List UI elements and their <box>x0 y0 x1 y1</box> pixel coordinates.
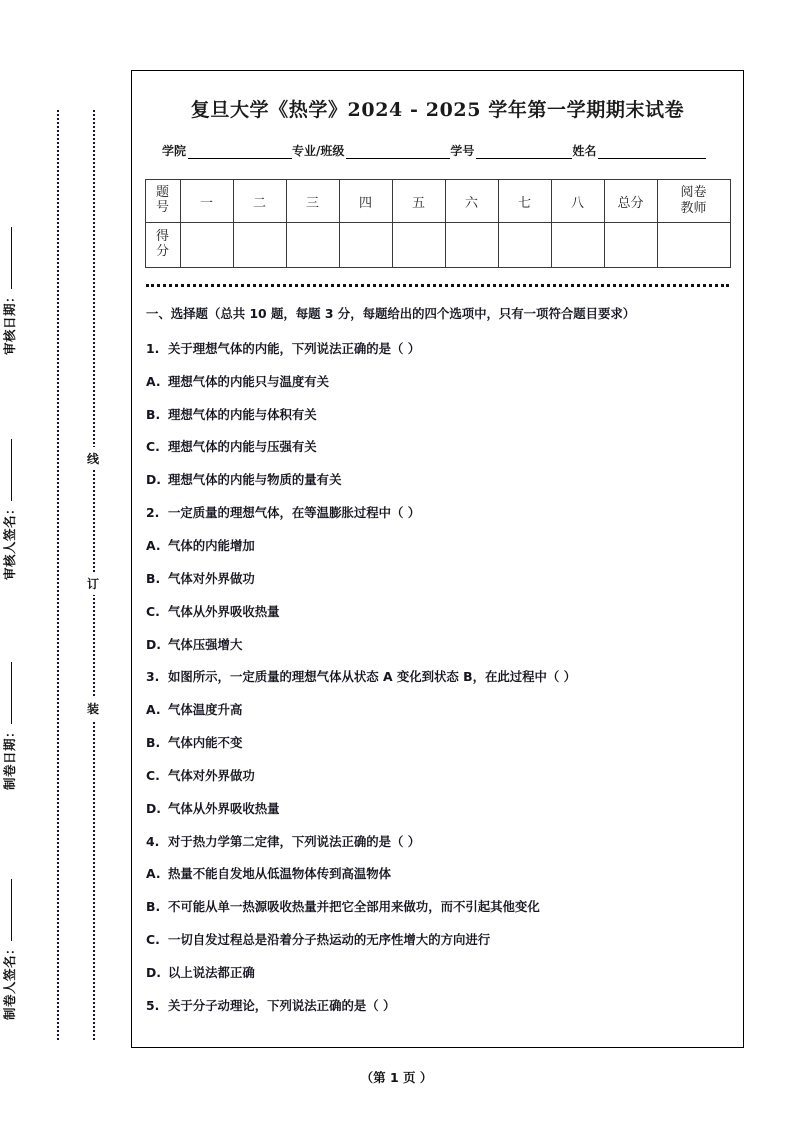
question-2-option-b-marker: B. <box>146 570 161 586</box>
question-4-number: 4. <box>146 833 160 849</box>
field-college-input[interactable] <box>188 145 292 159</box>
section-heading: 一、选择题（总共 10 题，每题 3 分，每题给出的四个选项中，只有一项符合题目要求） <box>146 306 636 321</box>
score-cell-7[interactable] <box>498 223 551 268</box>
question-3-option-b-marker: B. <box>146 735 161 751</box>
score-table-col-3: 三 <box>286 180 339 223</box>
question-4-option-a-text: 热量不能自发地从低温物体传到高温物体 <box>168 866 392 882</box>
score-table-stub-question <box>145 180 180 223</box>
question-1-option-c-text: 理想气体的内能与压强有关 <box>168 439 317 455</box>
question-2-option-a-text: 气体的内能增加 <box>168 538 255 553</box>
question-4-option-a[interactable] <box>146 864 731 884</box>
question-5-number: 5. <box>146 997 160 1013</box>
question-2-option-c-marker: C. <box>146 603 160 619</box>
field-major-class[interactable] <box>292 142 450 159</box>
score-table-col-grader <box>657 180 730 223</box>
stub-question-char-1: 题 <box>155 185 169 201</box>
question-4-option-a-marker: A. <box>146 866 161 882</box>
question-2-option-d-marker: D. <box>146 636 161 652</box>
question-3-option-c[interactable] <box>146 766 731 786</box>
field-student-name[interactable] <box>572 142 706 159</box>
field-major-class-label: 专业/班级 <box>292 144 345 158</box>
question-1-option-d[interactable] <box>146 470 731 490</box>
question-3-option-d[interactable] <box>146 799 731 819</box>
question-1 <box>146 339 731 359</box>
question-2-option-b-text: 气体对外界做功 <box>168 570 255 586</box>
question-2-option-c[interactable] <box>146 602 731 622</box>
score-table-col-2: 二 <box>233 180 286 223</box>
seam-char-ding: 订 <box>84 572 102 595</box>
margin-label-reviewer-signature <box>0 380 18 580</box>
stub-question-char-2: 号 <box>155 200 169 215</box>
question-4-option-b[interactable] <box>146 897 731 917</box>
score-table-col-6: 六 <box>445 180 498 223</box>
question-4-option-b-text: 不可能从单一热源吸收热量并把它全部用来做功，而不引起其他变化 <box>168 899 540 915</box>
question-1-option-c[interactable] <box>146 437 731 457</box>
grader-char-1: 阅卷 <box>680 185 707 201</box>
question-3-option-b-text: 气体内能不变 <box>168 735 243 751</box>
question-3-option-a[interactable] <box>146 700 731 720</box>
question-4-option-d[interactable] <box>146 963 731 983</box>
table-row-scores <box>145 223 730 268</box>
field-college-label: 学院 <box>162 144 187 158</box>
question-5 <box>146 996 731 1016</box>
margin-label-printer-signature-text: 制卷人签名： <box>2 941 17 1020</box>
question-1-option-d-text: 理想气体的内能与物质的量有关 <box>168 472 342 488</box>
question-2-option-d-text: 气体压强增大 <box>168 636 243 652</box>
score-cell-total[interactable] <box>604 223 657 268</box>
question-4-option-b-marker: B. <box>146 899 161 915</box>
margin-label-print-date-text: 制卷日期： <box>2 724 17 790</box>
score-cell-4[interactable] <box>339 223 392 268</box>
score-cell-3[interactable] <box>286 223 339 268</box>
field-major-class-input[interactable] <box>346 145 450 159</box>
stub-score-char-2: 分 <box>155 244 169 259</box>
page-title: 复旦大学《热学》2024 - 2025 学年第一学期期末试卷 <box>190 99 685 121</box>
score-cell-grader[interactable] <box>657 223 730 268</box>
question-2-option-d[interactable] <box>146 635 731 655</box>
question-3-option-a-marker: A. <box>146 702 161 718</box>
margin-label-printer-signature <box>0 820 18 1020</box>
question-1-option-b[interactable] <box>146 405 731 425</box>
question-3-stem: 如图所示，一定质量的理想气体从状态 A 变化到状态 B，在此过程中（ ） <box>168 669 577 685</box>
score-cell-5[interactable] <box>392 223 445 268</box>
margin-label-review-date-blank <box>11 227 12 289</box>
question-4 <box>146 832 731 852</box>
question-1-option-a[interactable] <box>146 372 731 392</box>
question-4-option-c-marker: C. <box>146 932 160 948</box>
question-1-option-b-text: 理想气体的内能与体积有关 <box>168 406 317 422</box>
question-1-option-a-text: 理想气体的内能只与温度有关 <box>168 373 330 389</box>
score-table-col-7: 七 <box>498 180 551 223</box>
margin-label-print-date-blank <box>11 662 12 724</box>
grader-char-2: 教师 <box>680 201 707 216</box>
field-student-number-label: 学号 <box>450 144 475 158</box>
margin-dotted-rule-outer <box>57 110 59 1040</box>
question-3 <box>146 667 731 687</box>
field-student-number[interactable] <box>450 142 572 159</box>
question-3-option-d-marker: D. <box>146 800 161 816</box>
exam-paper-frame <box>131 70 744 1048</box>
margin-label-printer-signature-blank <box>11 879 12 941</box>
question-body <box>146 303 731 1016</box>
question-2-number: 2. <box>146 505 160 521</box>
question-2-stem: 一定质量的理想气体，在等温膨胀过程中（ ） <box>168 505 421 521</box>
question-5-stem: 关于分子动理论，下列说法正确的是（ ） <box>168 997 396 1013</box>
question-4-option-d-marker: D. <box>146 964 161 980</box>
question-3-option-b[interactable] <box>146 733 731 753</box>
field-college[interactable] <box>162 142 292 159</box>
table-row-question-numbers <box>145 180 730 223</box>
question-1-number: 1. <box>146 340 160 356</box>
page-footer: （第 1 页 ） <box>360 1070 433 1085</box>
question-2-option-b[interactable] <box>146 569 731 589</box>
question-2-option-a[interactable] <box>146 536 731 556</box>
field-student-name-input[interactable] <box>598 145 706 159</box>
score-cell-1[interactable] <box>180 223 233 268</box>
stub-score-char-1: 得 <box>155 229 169 245</box>
question-4-option-c[interactable] <box>146 930 731 950</box>
question-4-option-c-text: 一切自发过程总是沿着分子热运动的无序性增大的方向进行 <box>168 932 491 948</box>
question-1-option-a-marker: A. <box>146 373 161 389</box>
field-student-name-label: 姓名 <box>572 144 597 158</box>
question-3-option-c-text: 气体对外界做功 <box>168 767 255 783</box>
field-student-number-input[interactable] <box>476 145 572 159</box>
question-3-number: 3. <box>146 669 160 685</box>
margin-label-print-date <box>0 590 18 790</box>
question-2-option-c-text: 气体从外界吸收热量 <box>168 603 280 619</box>
question-3-option-d-text: 气体从外界吸收热量 <box>168 800 280 816</box>
question-1-option-c-marker: C. <box>146 439 160 455</box>
seam-char-zhuang: 装 <box>84 697 102 720</box>
score-table-col-5: 五 <box>392 180 445 223</box>
margin-label-reviewer-signature-text: 审核人签名： <box>2 501 17 580</box>
score-cell-2[interactable] <box>233 223 286 268</box>
score-table-col-1: 一 <box>180 180 233 223</box>
margin-label-reviewer-signature-blank <box>11 439 12 501</box>
question-4-stem: 对于热力学第二定律，下列说法正确的是（ ） <box>168 833 421 849</box>
question-1-option-b-marker: B. <box>146 406 161 422</box>
question-1-option-d-marker: D. <box>146 472 161 488</box>
score-cell-6[interactable] <box>445 223 498 268</box>
score-table-col-total: 总分 <box>604 180 657 223</box>
question-3-option-c-marker: C. <box>146 767 160 783</box>
margin-label-review-date <box>0 155 18 355</box>
score-cell-8[interactable] <box>551 223 604 268</box>
seam-char-xian: 线 <box>84 447 102 470</box>
score-table-col-8: 八 <box>551 180 604 223</box>
question-1-stem: 关于理想气体的内能，下列说法正确的是（ ） <box>168 340 421 356</box>
question-2 <box>146 503 731 523</box>
score-table-stub-score <box>145 223 180 268</box>
margin-label-review-date-text: 审核日期： <box>2 289 17 355</box>
score-table-col-4: 四 <box>339 180 392 223</box>
question-4-option-d-text: 以上说法都正确 <box>168 964 255 980</box>
question-2-option-a-marker: A. <box>146 538 161 553</box>
score-table <box>145 179 731 268</box>
student-identification-row <box>162 142 725 159</box>
section-divider <box>146 284 729 287</box>
question-3-option-a-text: 气体温度升高 <box>168 702 243 718</box>
